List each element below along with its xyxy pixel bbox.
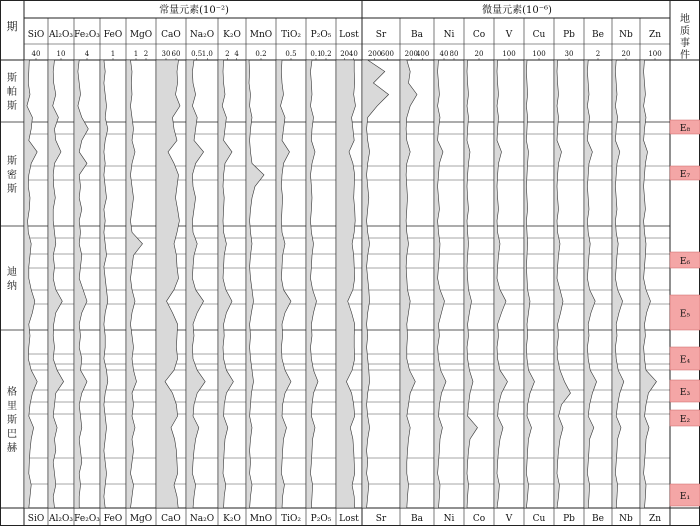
- event-label: E₆: [679, 257, 691, 267]
- period-char: 巴: [7, 429, 17, 440]
- tick-label: 0.2: [255, 50, 267, 58]
- column-name-bottom: Cu: [532, 514, 546, 524]
- column-name: Ni: [443, 30, 455, 40]
- tick-label: 0.2: [320, 50, 332, 58]
- column-name-bottom: TiO₂: [281, 514, 301, 524]
- tick-label: 100: [648, 50, 662, 58]
- column-name-bottom: Na₂O: [189, 514, 215, 524]
- column-name-bottom: Nb: [619, 514, 633, 524]
- period-label: [7, 71, 17, 112]
- tick-label: 80: [449, 50, 459, 58]
- event-label: E₅: [679, 309, 691, 320]
- column-name-bottom: Be: [592, 514, 604, 524]
- column-name: Na₂O: [189, 30, 215, 40]
- column-name: TiO₂: [281, 30, 301, 40]
- period-char: 斯: [7, 156, 17, 167]
- period-char: 斯: [7, 415, 17, 426]
- column-name: Sr: [375, 30, 387, 40]
- tick-label: 40: [31, 50, 41, 58]
- event-title: [680, 12, 690, 61]
- column-name-bottom: Zn: [648, 514, 662, 524]
- period-char: 斯: [7, 184, 17, 195]
- column-name: SiO: [27, 30, 45, 40]
- column-name-bottom: Ba: [411, 514, 423, 524]
- tick-label: 600: [380, 50, 395, 58]
- column-name: Co: [472, 30, 486, 40]
- event-title-char: 事: [680, 38, 690, 49]
- event-label: E₃: [679, 388, 691, 398]
- column-name: V: [505, 30, 513, 40]
- tick-label: 4: [84, 50, 90, 58]
- column-name: Cu: [532, 30, 546, 40]
- tick-label: 4: [234, 50, 239, 58]
- column-name: Zn: [648, 30, 662, 40]
- event-title-char: 地: [680, 14, 690, 25]
- column-name-bottom: SiO: [27, 514, 45, 524]
- period-char: 帕: [7, 87, 17, 98]
- column-name-bottom: K₂O: [223, 514, 241, 524]
- tick-label: 40: [348, 50, 358, 58]
- period-char: 格: [7, 387, 17, 398]
- column-name: Lost: [339, 30, 359, 40]
- tick-label: 20: [621, 50, 631, 58]
- tick-label: 0.5: [285, 50, 297, 58]
- tick-label: 20: [474, 50, 484, 58]
- column-name-bottom: Co: [472, 514, 486, 524]
- period-char: 斯: [7, 101, 17, 112]
- column-name: Fe₂O₃: [74, 30, 100, 40]
- profile-area: [336, 60, 356, 508]
- period-label: [7, 385, 18, 454]
- period-char: 赫: [7, 443, 17, 454]
- column-name-bottom: P₂O₅: [310, 514, 332, 524]
- event-label: E₁: [679, 492, 691, 502]
- column-name: Pb: [563, 30, 575, 40]
- column-name-bottom: CaO: [161, 514, 181, 524]
- tick-label: 400: [415, 50, 430, 58]
- column-name-bottom: Al₂O₃: [49, 514, 73, 524]
- tick-label: 1: [133, 50, 139, 58]
- column-name-bottom: Lost: [339, 514, 359, 524]
- tick-label: 1.0: [201, 50, 213, 58]
- column-name: Al₂O₃: [49, 30, 73, 40]
- column-name-bottom: Ni: [443, 514, 455, 524]
- period-char: 迪: [7, 267, 17, 278]
- column-name: Nb: [619, 30, 633, 40]
- column-name-bottom: MnO: [249, 514, 273, 524]
- tick-label: 200: [367, 50, 382, 58]
- major-elements-title: 常量元素(10⁻²): [159, 5, 229, 16]
- column-name-bottom: Sr: [375, 514, 387, 524]
- tick-label: 0.1: [310, 50, 322, 58]
- tick-label: 2: [225, 50, 230, 58]
- column-name: MnO: [249, 30, 273, 40]
- tick-label: 2: [143, 50, 149, 58]
- trace-elements-title: 微量元素(10⁻⁶): [482, 5, 552, 16]
- tick-label: 30: [564, 50, 574, 58]
- tick-label: 100: [502, 50, 516, 58]
- event-title-char: 质: [680, 26, 690, 37]
- tick-label: 1: [110, 50, 116, 58]
- period-header: 期: [6, 20, 18, 33]
- tick-label: 40: [439, 50, 449, 58]
- column-name-bottom: MgO: [129, 514, 153, 524]
- column-name-bottom: V: [505, 514, 513, 524]
- column-name: MgO: [129, 30, 153, 40]
- period-char: 纳: [7, 281, 17, 292]
- column-name-bottom: Pb: [563, 514, 575, 524]
- tick-label: 10: [56, 50, 66, 58]
- column-name-bottom: Fe₂O₃: [74, 514, 100, 524]
- column-name: Be: [592, 30, 604, 40]
- tick-label: 200: [404, 50, 419, 58]
- tick-label: 60: [171, 50, 181, 58]
- period-label: [7, 154, 17, 195]
- tick-label: 20: [340, 50, 350, 58]
- tick-label: 2: [595, 50, 601, 58]
- event-label: E₂: [679, 415, 691, 425]
- tick-label: 100: [532, 50, 546, 58]
- column-name: CaO: [161, 30, 181, 40]
- column-name: Ba: [411, 30, 423, 40]
- period-char: 里: [7, 401, 17, 412]
- tick-label: 0.5: [191, 50, 203, 58]
- period-char: 斯: [7, 73, 17, 84]
- period-char: 密: [7, 170, 17, 181]
- column-name: P₂O₅: [310, 30, 332, 40]
- event-label: E₇: [679, 170, 691, 180]
- column-name: K₂O: [223, 30, 241, 40]
- event-label: E₈: [679, 124, 691, 134]
- event-title-char: 件: [680, 50, 690, 61]
- tick-label: 30: [161, 50, 171, 58]
- event-label: E₄: [679, 355, 691, 366]
- column-name-bottom: FeO: [103, 514, 123, 524]
- column-name: FeO: [103, 30, 123, 40]
